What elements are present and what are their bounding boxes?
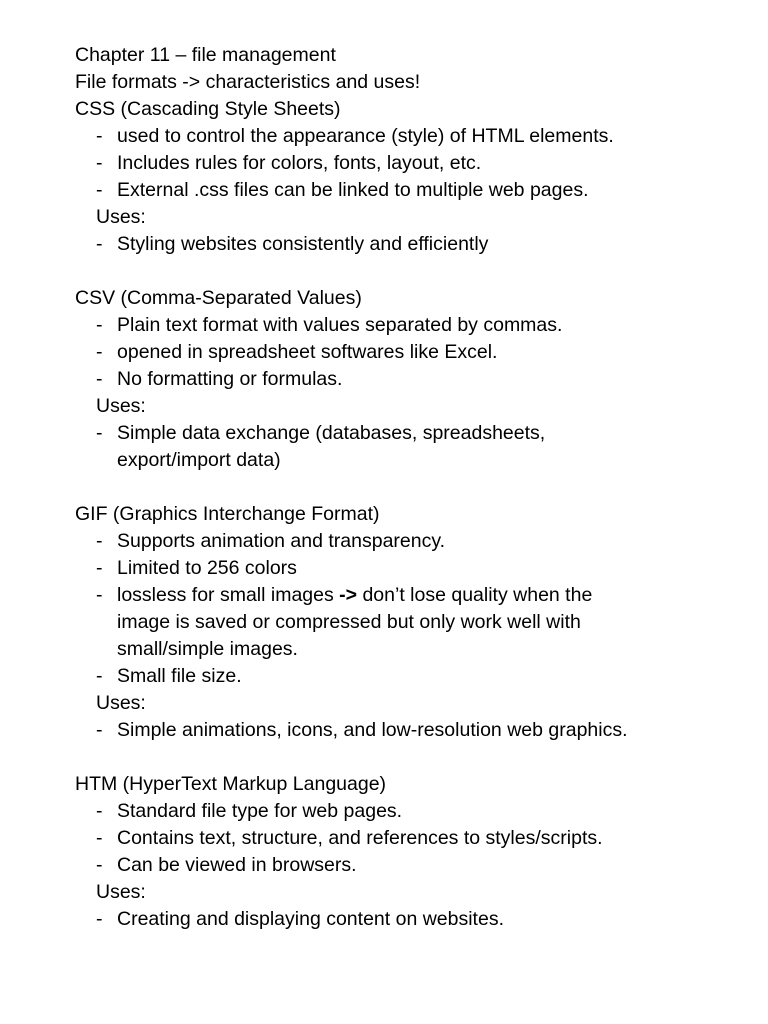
section-gap: [75, 744, 755, 771]
uses-label: Uses:: [96, 692, 146, 714]
bullet-item: [75, 366, 755, 393]
bullet-text: lossless for small images -> don’t lose quality when the: [117, 584, 593, 606]
bullet-item: [75, 555, 755, 582]
format-section: [75, 501, 755, 744]
document-body: [75, 42, 755, 933]
bullet-dash: -: [96, 719, 103, 741]
bullet-item: [75, 582, 755, 663]
use-item: [75, 420, 755, 474]
bullet-item: [75, 798, 755, 825]
bullet-item: [75, 123, 755, 150]
bullet-dash: -: [96, 152, 103, 174]
bullet-item: [75, 663, 755, 690]
bullet-item: [75, 150, 755, 177]
section-gap: [75, 474, 755, 501]
bullet-item: [75, 177, 755, 204]
section-heading: CSS (Cascading Style Sheets): [75, 98, 341, 120]
bullet-text: Small file size.: [117, 665, 242, 687]
bullet-text: Limited to 256 colors: [117, 557, 297, 579]
bullet-item: [75, 528, 755, 555]
sections-container: [75, 96, 755, 933]
bullet-text: No formatting or formulas.: [117, 368, 343, 390]
bullet-text: Creating and displaying content on websites.: [117, 908, 504, 930]
section-gap: [75, 258, 755, 285]
use-item: [75, 906, 755, 933]
bullet-dash: -: [96, 665, 103, 687]
section-heading: CSV (Comma-Separated Values): [75, 287, 362, 309]
bullet-text: image is saved or compressed but only work well with: [117, 611, 581, 633]
bullet-dash: -: [96, 854, 103, 876]
bullet-text: opened in spreadsheet softwares like Excel.: [117, 341, 498, 363]
bullet-item: [75, 312, 755, 339]
bullet-text: Styling websites consistently and efficiently: [117, 233, 489, 255]
use-item: [75, 717, 755, 744]
bullet-dash: -: [96, 341, 103, 363]
section-heading: GIF (Graphics Interchange Format): [75, 503, 380, 525]
uses-label: Uses:: [96, 881, 146, 903]
uses-label: Uses:: [96, 206, 146, 228]
bullet-dash: -: [96, 800, 103, 822]
bullet-dash: -: [96, 557, 103, 579]
bullet-item: [75, 852, 755, 879]
bullet-dash: -: [96, 422, 103, 444]
bullet-text: Includes rules for colors, fonts, layout, etc.: [117, 152, 482, 174]
bullet-dash: -: [96, 233, 103, 255]
bullet-item: [75, 825, 755, 852]
bullet-text: Contains text, structure, and references to styles/scripts.: [117, 827, 603, 849]
format-section: [75, 96, 755, 258]
bullet-item: [75, 339, 755, 366]
bullet-text: used to control the appearance (style) of HTML elements.: [117, 125, 614, 147]
bullet-text: small/simple images.: [117, 638, 298, 660]
format-section: [75, 285, 755, 474]
bullet-dash: -: [96, 125, 103, 147]
bullet-text: export/import data): [117, 449, 281, 471]
bullet-dash: -: [96, 584, 103, 606]
bullet-text: Simple animations, icons, and low-resolution web graphics.: [117, 719, 628, 741]
bullet-dash: -: [96, 530, 103, 552]
bullet-dash: -: [96, 314, 103, 336]
bullet-text: Simple data exchange (databases, spreadsheets,: [117, 422, 546, 444]
bullet-text: Can be viewed in browsers.: [117, 854, 357, 876]
bullet-text: Supports animation and transparency.: [117, 530, 446, 552]
bullet-text: Standard file type for web pages.: [117, 800, 403, 822]
use-item: [75, 231, 755, 258]
bullet-dash: -: [96, 827, 103, 849]
page-subtitle: File formats -> characteristics and uses!: [75, 71, 421, 93]
bullet-dash: -: [96, 908, 103, 930]
uses-label: Uses:: [96, 395, 146, 417]
section-heading: HTM (HyperText Markup Language): [75, 773, 387, 795]
format-section: [75, 771, 755, 933]
bullet-dash: -: [96, 368, 103, 390]
bullet-dash: -: [96, 179, 103, 201]
bullet-text: Plain text format with values separated by commas.: [117, 314, 563, 336]
page-title: Chapter 11 – file management: [75, 44, 336, 66]
bullet-text: External .css files can be linked to multiple web pages.: [117, 179, 589, 201]
